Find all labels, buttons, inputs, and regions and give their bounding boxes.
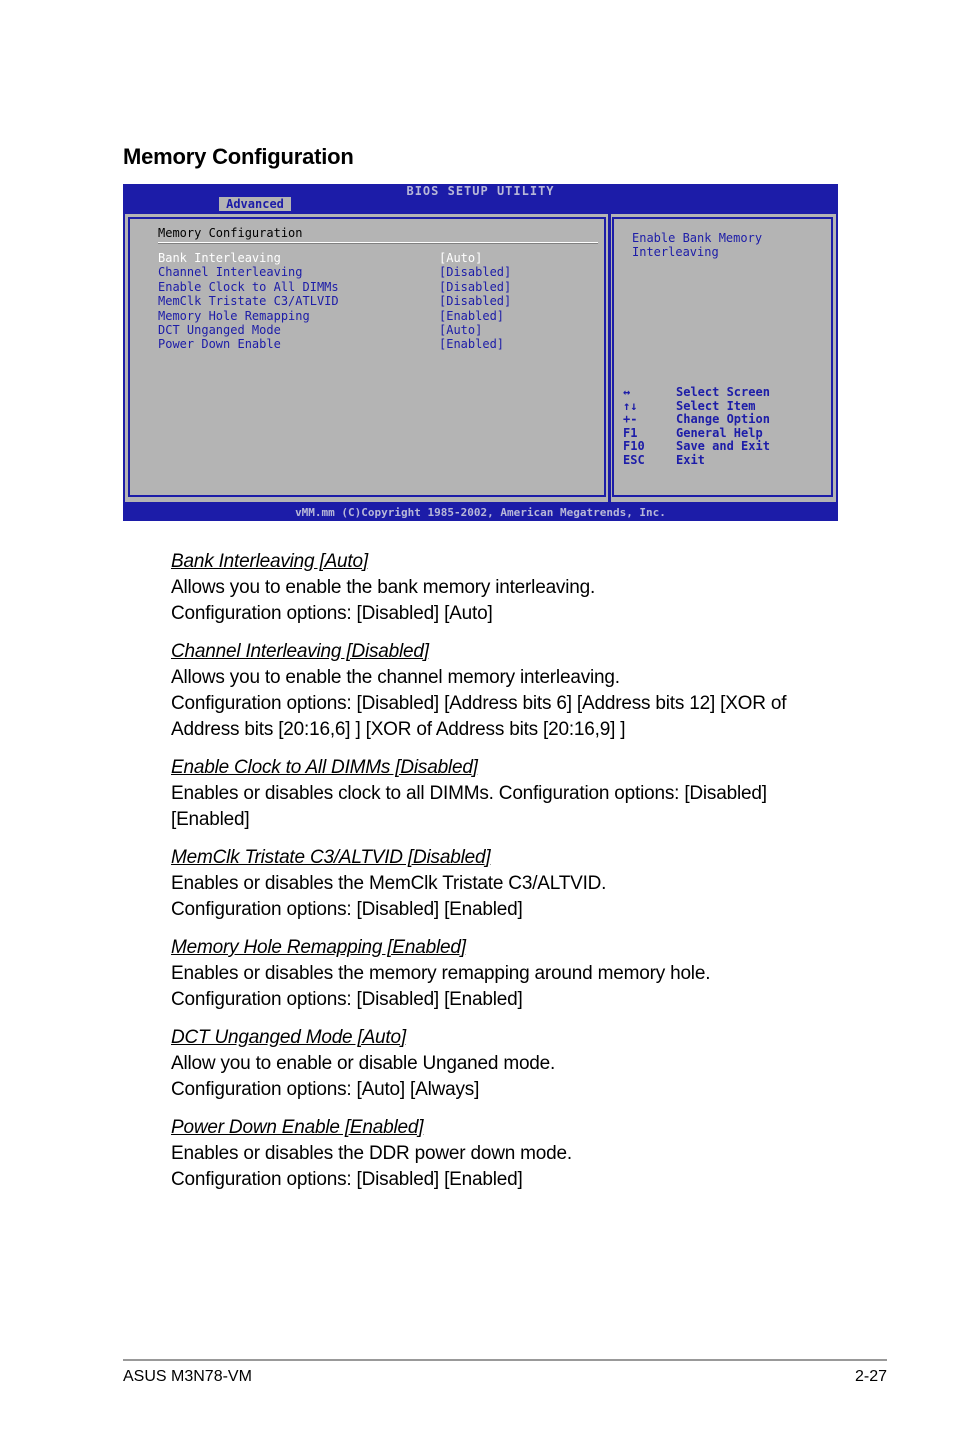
bios-main-panel [125, 214, 836, 502]
bios-setting-row[interactable] [158, 280, 598, 294]
description-text: Enables or disables the DDR power down mode. [171, 1143, 572, 1164]
description-block [171, 755, 831, 833]
bios-setting-label: DCT Unganged Mode [158, 322, 281, 337]
bios-setting-label: Bank Interleaving [158, 251, 281, 265]
bios-footer: vMM.mm (C)Copyright 1985-2002, American Megatrends, Inc. [295, 506, 666, 519]
bios-setting-row[interactable] [158, 251, 598, 265]
bios-key-code: +- [623, 412, 638, 427]
bios-key-code: ↑↓ [623, 398, 638, 413]
description-text: Configuration options: [Disabled] [Address bits 6] [Address bits 12] [XOR of Address bits [20:16,6] ] [XOR of Address bits [20:16,9] ] [171, 693, 787, 740]
bios-setting-value[interactable]: [Enabled] [439, 337, 505, 352]
footer-page-number: 2-27 [854, 1368, 887, 1385]
bios-divider [608, 214, 611, 502]
description-text: Configuration options: [Disabled] [Enabled] [171, 899, 523, 920]
bios-help-text: Enable Bank Memory Interleaving [632, 231, 763, 259]
bios-key-description: General Help [676, 425, 763, 440]
description-text: Configuration options: [Disabled] [Auto] [171, 603, 493, 624]
bios-key-description: Save and Exit [676, 439, 770, 454]
bios-setting-value[interactable]: [Enabled] [439, 308, 505, 323]
description-heading: Channel Interleaving [Disabled] [171, 641, 429, 662]
bios-key-description: Change Option [676, 412, 770, 427]
description-heading: Enable Clock to All DIMMs [Disabled] [171, 757, 478, 778]
bios-items-list [158, 251, 598, 352]
bios-title: BIOS SETUP UTILITY [406, 184, 555, 198]
description-text: Enables or disables the MemClk Tristate C3/ALTVID. [171, 873, 607, 894]
bios-key-row [623, 440, 823, 454]
bios-key-code: F10 [623, 439, 645, 454]
description-block [171, 639, 831, 743]
bios-key-legend [623, 386, 823, 468]
description-text: Allows you to enable the channel memory interleaving. [171, 667, 620, 688]
bios-setting-value[interactable]: [Disabled] [439, 279, 512, 294]
description-block [171, 935, 831, 1013]
bios-setting-row[interactable] [158, 323, 598, 337]
bios-key-row [623, 386, 823, 400]
description-block [171, 845, 831, 923]
description-block [171, 549, 831, 627]
description-heading: Memory Hole Remapping [Enabled] [171, 937, 466, 958]
description-text: Allow you to enable or disable Unganed mode. [171, 1053, 556, 1074]
bios-setting-label: Power Down Enable [158, 337, 281, 352]
description-list [171, 549, 831, 1205]
bios-screen-title: Memory Configuration [158, 226, 303, 240]
description-text: Enables or disables the memory remapping around memory hole. [171, 963, 711, 984]
description-text: Enables or disables clock to all DIMMs. Configuration options: [Disabled] [Enabled] [171, 783, 767, 830]
bios-key-description: Exit [676, 452, 705, 467]
bios-key-row [623, 413, 823, 427]
bios-screenshot [123, 184, 838, 521]
description-heading: DCT Unganged Mode [Auto] [171, 1027, 406, 1048]
bios-key-code: ESC [623, 452, 645, 467]
bios-setting-value[interactable]: [Auto] [439, 322, 483, 337]
bios-key-code: F1 [623, 425, 638, 440]
section-title: Memory Configuration [123, 144, 354, 169]
bios-setting-value[interactable]: [Auto] [439, 251, 483, 265]
description-text: Configuration options: [Auto] [Always] [171, 1079, 480, 1100]
bios-setting-label: Memory Hole Remapping [158, 308, 310, 323]
bios-key-code: ↔ [623, 385, 631, 399]
bios-key-row [623, 400, 823, 414]
bios-setting-row[interactable] [158, 294, 598, 308]
bios-key-description: Select Item [676, 398, 756, 413]
description-block [171, 1115, 831, 1193]
bios-setting-row[interactable] [158, 337, 598, 351]
bios-setting-value[interactable]: [Disabled] [439, 265, 512, 280]
description-text: Configuration options: [Disabled] [Enabled] [171, 1169, 523, 1190]
bios-key-row [623, 454, 823, 468]
bios-setting-value[interactable]: [Disabled] [439, 294, 512, 309]
bios-tab-advanced: Advanced [219, 197, 291, 211]
bios-setting-row[interactable] [158, 265, 598, 279]
description-heading: Power Down Enable [Enabled] [171, 1117, 424, 1138]
bios-title-underline [158, 242, 598, 243]
description-block [171, 1025, 831, 1103]
bios-setting-label: Enable Clock to All DIMMs [158, 279, 339, 294]
bios-key-description: Select Screen [676, 385, 770, 399]
description-text: Allows you to enable the bank memory interleaving. [171, 577, 596, 598]
footer-rule [123, 1359, 887, 1361]
bios-setting-row[interactable] [158, 309, 598, 323]
bios-setting-label: MemClk Tristate C3/ATLVID [158, 294, 339, 309]
description-heading: MemClk Tristate C3/ALTVID [Disabled] [171, 847, 491, 868]
bios-key-row [623, 427, 823, 441]
bios-setting-label: Channel Interleaving [158, 265, 303, 280]
description-heading: Bank Interleaving [Auto] [171, 551, 368, 572]
description-text: Configuration options: [Disabled] [Enabled] [171, 989, 523, 1010]
footer-product-name: ASUS M3N78-VM [123, 1368, 252, 1385]
